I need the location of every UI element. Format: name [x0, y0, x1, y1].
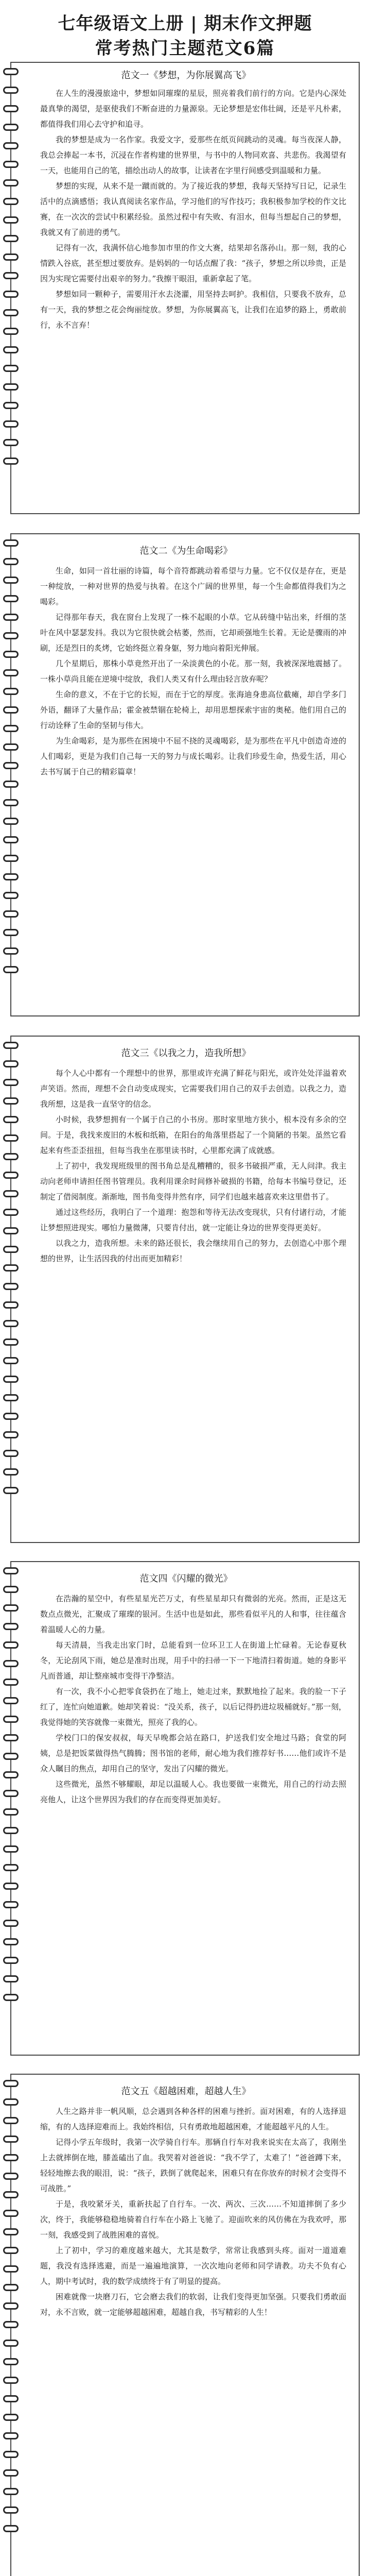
spiral-ring [3, 1808, 19, 1816]
essay-body [40, 2104, 346, 2320]
spiral-ring [3, 1283, 19, 1290]
header [0, 0, 370, 62]
essay-paragraph: 梦想如同一颗种子，需要用汗水去浇灌，用坚持去呵护。我相信，只要我不放弃，总有一天，我的梦想之花会绚丽绽放。梦想，为你展翼高飞，让我们在追梦的路上，勇敢前行，永不言弃！ [40, 290, 346, 330]
spiral-ring [3, 2247, 19, 2254]
essay-paragraph: 生命的意义，不在于它的长短，而在于它的厚度。张海迪身患高位截瘫，却自学多门外语，翻译了大量作品；霍金被禁锢在轮椅上，却用思想探索宇宙的奥秘。他们用自己的行动诠释了生命的坚韧与伟大。 [40, 690, 346, 730]
spiral-ring [3, 725, 19, 732]
essay-body [40, 563, 346, 779]
spiral-ring [3, 762, 19, 769]
essay-paragraph: 记得那年春天，我在窗台上发现了一株不起眼的小草。它从砖缝中钻出来，纤细的茎叶在风中瑟瑟发抖。我以为它很快就会枯萎，然而，它却顽强地生长着。无论是骤雨的冲刷，还是烈日的炙烤，它始终挺立着身躯，努力地向着阳光伸展。 [40, 613, 346, 653]
spiral-ring [3, 2136, 19, 2143]
spiral-ring [3, 1641, 19, 1649]
spiral-ring [3, 1320, 19, 1327]
essay-paragraph: 在人生的漫漫旅途中，梦想如同璀璨的星辰，照亮着我们前行的方向。它是内心深处最真挚的渴望，是驱使我们不断奋进的力量源泉。无论梦想是宏伟壮阔，还是平凡朴素，都值得我们用心去守护和追寻。 [40, 89, 346, 129]
spiral-ring [3, 198, 19, 205]
spiral-ring [3, 1716, 19, 1723]
spiral-ring [3, 1116, 19, 1123]
spiral-ring [3, 855, 19, 862]
essay-paragraph: 小时候，我梦想拥有一个属于自己的小书房。那时家里地方狭小，根本没有多余的空间。于是，我找来废旧的木板和纸箱，在阳台的角落里搭起了一个简陋的书架。虽然它看起来有些歪歪扭扭，但每当我坐在那里读书时，心里都充满了成就感。 [40, 1115, 346, 1155]
spiral-ring [3, 124, 19, 131]
essay-paragraph: 几个星期后，那株小草竟然开出了一朵淡黄色的小花。那一刻，我被深深地震撼了。一株小草尚且能在逆境中绽放，我们人类又有什么理由轻言放弃呢？ [40, 659, 346, 684]
spiral-ring [3, 1753, 19, 1760]
essay-paragraph: 每个人心中都有一个理想中的世界，那里或许充满了鲜花与阳光，或许处处洋溢着欢声笑语。然而，理想不会自动变成现实，它需要我们用自己的双手去创造。以我之力，造我所想，这是我一直坚守的信念。 [40, 1069, 346, 1109]
spiral-ring [3, 2432, 19, 2439]
spiral-ring [3, 87, 19, 94]
spiral-ring [3, 1790, 19, 1797]
spiral-ring [3, 272, 19, 279]
spiral-ring [3, 328, 19, 335]
spiral-ring [3, 1301, 19, 1309]
spiral-ring [3, 1771, 19, 1778]
spiral-ring [3, 1153, 19, 1160]
essay-paragraph: 我的梦想是成为一名作家。我爱文字，爱那些在纸页间跳动的灵魂。每当夜深人静，我总会捧起一本书，沉浸在作者构建的世界里，与书中的人物同欢喜、共悲伤。我渴望有一天，也能用自己的笔，描绘出动人的故事，让读者在字里行间感受到温暖和力量。 [40, 135, 346, 175]
spiral-ring [3, 688, 19, 695]
spiral-ring [3, 2506, 19, 2514]
spiral-ring [3, 873, 19, 880]
spiral-ring [3, 253, 19, 261]
spiral-ring [3, 799, 19, 806]
essay-body [40, 1065, 346, 1266]
spiral-ring [3, 2358, 19, 2365]
essay-paragraph: 每天清晨，当我走出家门时，总能看到一位环卫工人在街道上忙碌着。无论春夏秋冬，无论刮风下雨，她总是准时出现，用手中的扫帚一下一下地清扫着街道。她的身影平凡而普通，却让整座城市变得干净整洁。 [40, 1640, 346, 1681]
spiral-ring [3, 1376, 19, 1383]
spiral-ring [3, 1431, 19, 1438]
essay-title: 范文四《闪耀的微光》 [139, 1573, 233, 1584]
spiral-ring [3, 1450, 19, 1457]
spiral-ring [3, 365, 19, 372]
essay-paragraph: 有一次，我不小心把零食袋扔在了地上，她走过来，默默地捡了起来。我的脸一下子红了，连忙向她道歉。她却笑着说：“没关系，孩子，以后记得扔进垃圾桶就好。”那一刻，我觉得她的笑容就像一束微光，照亮了我的心。 [40, 1687, 346, 1727]
spiral-ring [3, 1097, 19, 1105]
spiral-binding [3, 68, 21, 476]
spiral-ring [3, 1586, 19, 1593]
spiral-ring [3, 235, 19, 242]
spiral-ring [3, 1227, 19, 1234]
essay-card-4 [10, 1561, 360, 2056]
spiral-ring [3, 651, 19, 658]
spiral-ring [3, 2321, 19, 2328]
header-title-line1: 七年级语文上册 | 期末作文押题 [58, 13, 312, 34]
spiral-ring [3, 947, 19, 955]
essay-body [40, 86, 346, 333]
spiral-ring [3, 1394, 19, 1401]
spiral-ring [3, 2488, 19, 2495]
header-title-line2: 常考热门主题范文6篇 [95, 38, 275, 59]
spiral-ring [3, 966, 19, 973]
spiral-ring [3, 2117, 19, 2124]
essay-paragraph: 记得有一次，我满怀信心地参加市里的作文大赛，结果却名落孙山。那一刻，我的心情跌入谷底，甚至想过要放弃。是妈妈的一句话点醒了我：“孩子，梦想之所以珍贵，正是因为实现它需要付出艰辛的努力。”我擦干眼泪，重新拿起了笔。 [40, 243, 346, 283]
spiral-ring [3, 1209, 19, 1216]
essay-card-2 [10, 533, 360, 1016]
spiral-ring [3, 2284, 19, 2291]
spiral-ring [3, 1060, 19, 1067]
spiral-ring [3, 1079, 19, 1086]
spiral-ring [3, 142, 19, 149]
spiral-ring [3, 706, 19, 714]
spiral-ring [3, 1264, 19, 1272]
essay-paragraph: 上了初中，学习的难度越来越大，尤其是数学，常常让我感到头疼。面对一道道难题，我没有选择逃避，而是一遍遍地演算，一次次地向老师和同学请教。功夫不负有心人，期中考试时，我的数学成绩终于有了明显的提高。 [40, 2246, 346, 2286]
spiral-ring [3, 743, 19, 751]
spiral-ring [3, 161, 19, 168]
spiral-ring [3, 2191, 19, 2198]
essay-title: 范文五《超越困难，超越人生》 [121, 2086, 251, 2097]
spiral-ring [3, 2228, 19, 2235]
essay-paragraph: 学校门口的保安叔叔，每天早晚都会站在路口，护送我们安全地过马路；食堂的阿姨，总是把饭菜做得热气腾腾；图书馆的老师，耐心地为我们推荐好书……他们或许不是众人瞩目的焦点，却用自己的坚守，发出了闪耀的微光。 [40, 1733, 346, 1773]
spiral-ring [3, 439, 19, 446]
spiral-ring [3, 2414, 19, 2421]
spiral-ring [3, 1604, 19, 1612]
essay-body [40, 1591, 346, 1807]
spiral-ring [3, 420, 19, 428]
spiral-ring [3, 558, 19, 565]
spiral-ring [3, 1134, 19, 1142]
spiral-ring [3, 216, 19, 224]
essay-paragraph: 上了初中，我发现班级里的图书角总是乱糟糟的，很多书破损严重，无人问津。我主动向老师申请担任图书管理员。我利用课余时间修补破损的书籍，给每本书编号登记，还制定了借阅制度。渐渐地，图书角变得井然有序，同学们也越来越喜欢来这里借书了。 [40, 1161, 346, 1201]
spiral-ring [3, 309, 19, 316]
spiral-ring [3, 892, 19, 899]
spiral-binding [3, 1567, 21, 2012]
spiral-ring [3, 614, 19, 621]
spiral-ring [3, 929, 19, 936]
spiral-ring [3, 669, 19, 676]
spiral-ring [3, 346, 19, 353]
spiral-ring [3, 1660, 19, 1667]
spiral-ring [3, 1190, 19, 1197]
spiral-ring [3, 1413, 19, 1420]
spiral-ring [3, 1338, 19, 1346]
essay-card-5 [10, 2074, 360, 2576]
essay-paragraph: 以我之力，造我所想。未来的路还很长，我会继续用自己的努力，去创造心中那个理想的世界，让生活因我的付出而更加精彩！ [40, 1239, 346, 1263]
spiral-ring [3, 105, 19, 112]
essay-title: 范文三《以我之力，造我所想》 [121, 1048, 251, 1059]
spiral-binding [3, 539, 21, 985]
spiral-ring [3, 179, 19, 187]
spiral-ring [3, 2395, 19, 2402]
essay-card-3 [10, 1036, 360, 1543]
spiral-ring [3, 781, 19, 788]
spiral-ring [3, 2377, 19, 2384]
essay-paragraph: 这些微光，虽然不够耀眼，却足以温暖人心。我也要做一束微光，用自己的行动去照亮他人，让这个世界因为我们的存在而变得更加美好。 [40, 1780, 346, 1804]
essay-paragraph: 梦想的实现，从来不是一蹴而就的。为了接近我的梦想，我每天坚持写日记，记录生活中的点滴感悟；我认真阅读名家作品，学习他们的写作技巧；我积极参加学校的作文比赛，在一次次的尝试中积累经验。虽然过程中有失败、有泪水，但每当想起自己的梦想，我就又有了前进的勇气。 [40, 181, 346, 237]
spiral-ring [3, 1697, 19, 1704]
essay-paragraph: 于是，我咬紧牙关，重新扶起了自行车。一次、两次、三次……不知道摔倒了多少次，终于，我能够稳稳地骑着自行车在小路上飞驰了。迎面吹来的风仿佛在为我欢呼，那一刻，我感受到了战胜困难的喜悦。 [40, 2199, 346, 2240]
spiral-ring [3, 2098, 19, 2106]
essay-title: 范文二《为生命喝彩》 [139, 546, 233, 556]
spiral-ring [3, 1487, 19, 1494]
spiral-ring [3, 2154, 19, 2161]
spiral-ring [3, 2525, 19, 2532]
essay-paragraph: 为生命喝彩，是为那些在困境中不屈不挠的灵魂喝彩，是为那些在平凡中创造奇迹的人们喝彩，更是为我们自己每一天的努力与成长喝彩。让我们珍爱生命，热爱生活，用心去书写属于自己的精彩篇章！ [40, 736, 346, 776]
spiral-ring [3, 1827, 19, 1834]
spiral-ring [3, 818, 19, 825]
spiral-ring [3, 402, 19, 409]
spiral-ring [3, 1864, 19, 1871]
spiral-ring [3, 1468, 19, 1476]
spiral-ring [3, 1845, 19, 1853]
spiral-ring [3, 1883, 19, 1890]
spiral-ring [3, 1957, 19, 1964]
spiral-ring [3, 2173, 19, 2180]
spiral-ring [3, 595, 19, 602]
essay-paragraph: 困难就像一块磨刀石，它会磨去我们的软弱，让我们变得更加坚强。只要我们勇敢面对，永不言败，就一定能够超越困难，超越自我，书写精彩的人生！ [40, 2292, 346, 2317]
spiral-ring [3, 1938, 19, 1945]
essay-card-1 [10, 62, 360, 514]
spiral-ring [3, 383, 19, 391]
essay-paragraph: 在浩瀚的星空中，有些星星光芒万丈，有些星星却只有微弱的光亮。然而，正是这无数点点微光，汇聚成了璀璨的银河。生活中也是如此，那些看似平凡的人和事，往往蕴含着温暖人心的力量。 [40, 1594, 346, 1634]
spiral-binding [3, 1042, 21, 1505]
spiral-ring [3, 2265, 19, 2273]
spiral-ring [3, 1920, 19, 1927]
essay-title: 范文一《梦想，为你展翼高飞》 [121, 70, 251, 81]
spiral-ring [3, 910, 19, 918]
spiral-ring [3, 632, 19, 639]
spiral-ring [3, 1901, 19, 1908]
spiral-ring [3, 577, 19, 584]
essay-paragraph: 生命，如同一首壮丽的诗篇，每个音符都跳动着希望与力量。它不仅仅是存在，更是一种绽放，一种对世界的热爱与执着。在这个广阔的世界里，每一个生命都值得我们为之喝彩。 [40, 566, 346, 606]
spiral-ring [3, 1172, 19, 1179]
spiral-ring [3, 2451, 19, 2458]
spiral-ring [3, 1357, 19, 1364]
spiral-ring [3, 457, 19, 465]
essay-paragraph: 人生之路并非一帆风顺，总会遇到各种各样的困难与挫折。面对困难，有的人选择退缩，有的人选择迎难而上。我始终相信，只有勇敢地超越困难，才能超越平凡的人生。 [40, 2107, 346, 2131]
spiral-ring [3, 2302, 19, 2310]
spiral-ring [3, 2210, 19, 2217]
spiral-ring [3, 2340, 19, 2347]
spiral-ring [3, 836, 19, 843]
spiral-ring [3, 291, 19, 298]
spiral-ring [3, 1246, 19, 1253]
spiral-ring [3, 1994, 19, 2001]
spiral-ring [3, 1975, 19, 1982]
spiral-binding [3, 2080, 21, 2544]
spiral-ring [3, 1679, 19, 1686]
spiral-ring [3, 2469, 19, 2477]
spiral-ring [3, 1623, 19, 1630]
spiral-ring [3, 1734, 19, 1741]
essay-paragraph: 记得小学五年级时，我第一次学骑自行车。那辆自行车对我来说实在太高了，我刚坐上去就摔倒在地，膝盖磕出了血。我哭着对爸爸说：“我不学了，太难了！”爸爸蹲下来，轻轻地擦去我的眼泪，说：“孩子，跌倒了就爬起来，困难只有在你放弃的时候才会变得不可战胜。” [40, 2138, 346, 2193]
essay-paragraph: 通过这些经历，我明白了一个道理：抱怨和等待无法改变现状，只有付诸行动，才能让梦想照进现实。哪怕力量微薄，只要肯付出，就一定能让身边的世界变得更美好。 [40, 1208, 346, 1232]
